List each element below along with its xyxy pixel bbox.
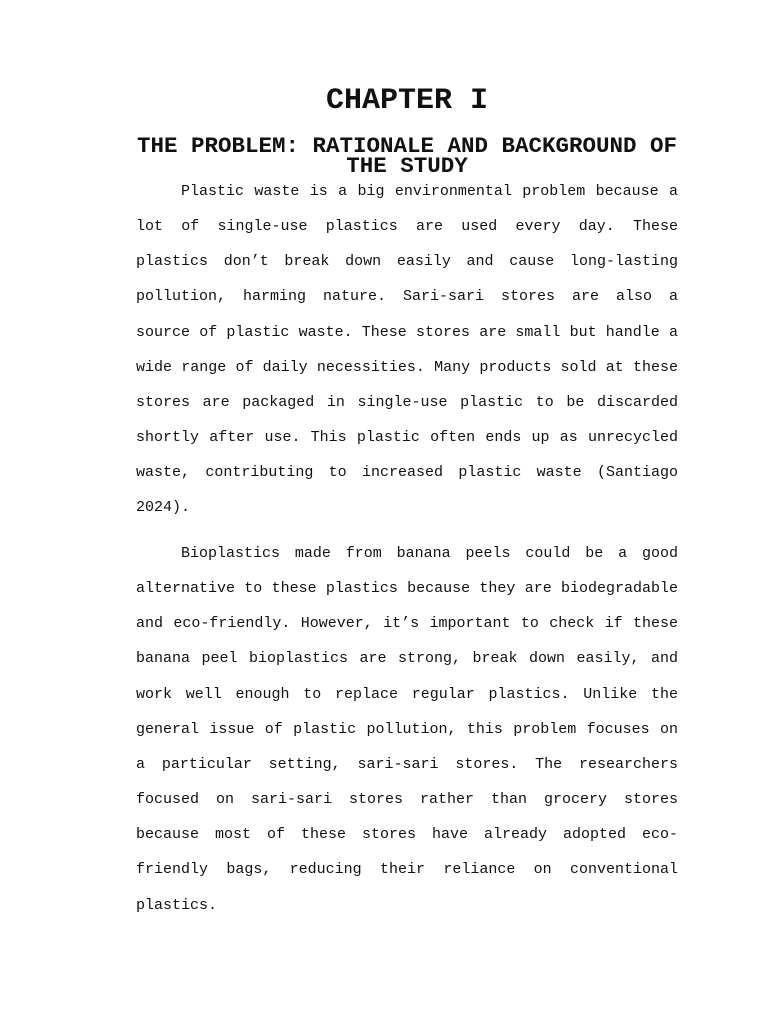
body-paragraph-1: Plastic waste is a big environmental problem because a lot of single-use plastics are used every day. These plastics don’t break down easily and cause long-lasting pollution, harming nature. Sari-sari stores are also a source of plastic waste. These stores are small but handle a wide range of daily necessities. Many products sold at these stores are packaged in single-use plastic to be discarded shortly after use. This plastic often ends up as unrecycled waste, contributing to increased plastic waste (Santiago 2024). bbox=[136, 183, 678, 517]
chapter-label: CHAPTER I bbox=[325, 84, 489, 118]
chapter-title: THE PROBLEM: RATIONALE AND BACKGROUND OF THE STUDY bbox=[136, 133, 678, 179]
body-paragraph-2: Bioplastics made from banana peels could be a good alternative to these plastics because they are biodegradable and eco-friendly. However, it’s important to check if these banana peel bioplastics are strong, break down easily, and work well enough to replace regular plastics. Unlike the general issue of plastic pollution, this problem focuses on a particular setting, sari-sari stores. The researchers focused on sari-sari stores rather than grocery stores because most of these stores have already adopted eco-friendly bags, reducing their reliance on conventional plastics. bbox=[136, 545, 678, 914]
